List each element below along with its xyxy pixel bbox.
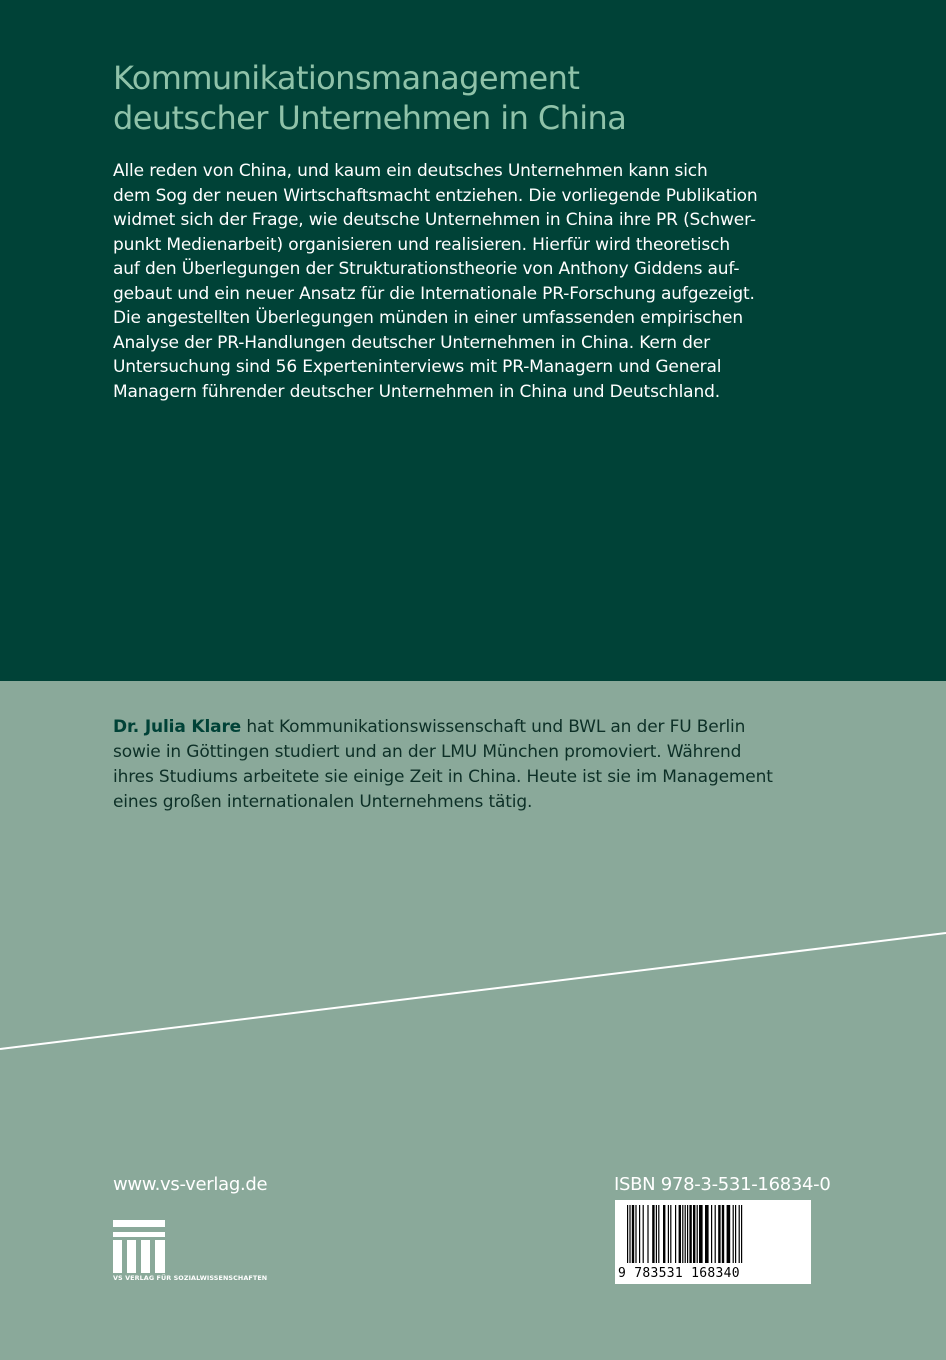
- barcode-bar: [687, 1205, 688, 1263]
- blurb-line: Untersuchung sind 56 Experteninterviews mit PR-Managern und General: [113, 357, 722, 377]
- barcode-bar: [632, 1205, 634, 1263]
- author-bio: [113, 715, 853, 815]
- barcode-bar: [670, 1205, 671, 1263]
- barcode-bar: [693, 1205, 695, 1263]
- barcode-bar: [679, 1205, 681, 1263]
- barcode-bar: [668, 1205, 669, 1263]
- barcode-bar: [635, 1205, 636, 1263]
- isbn-label: ISBN 978-3-531-16834-0: [614, 1174, 831, 1195]
- barcode-bar: [652, 1205, 654, 1263]
- barcode-bar: [735, 1205, 736, 1263]
- barcode-bar: [656, 1205, 657, 1263]
- barcode-bar: [733, 1205, 734, 1263]
- barcode-bar: [647, 1205, 648, 1263]
- barcode-bar: [699, 1205, 703, 1263]
- book-title-line: Kommunikationsmanagement: [113, 59, 580, 97]
- barcode-bar: [643, 1205, 644, 1263]
- isbn-barcode: [615, 1200, 811, 1284]
- blurb-line: punkt Medienarbeit) organisieren und realisieren. Hierfür wird theoretisch: [113, 234, 730, 255]
- author-name: Dr. Julia Klare: [113, 717, 242, 737]
- book-title-line: deutscher Unternehmen in China: [113, 99, 627, 137]
- barcode-bar: [722, 1205, 724, 1263]
- barcode-bar: [741, 1205, 742, 1263]
- barcode-bar: [627, 1205, 628, 1263]
- barcode-bar: [715, 1205, 716, 1263]
- blurb-line: auf den Überlegungen der Strukturationstheorie von Anthony Giddens auf-: [113, 259, 740, 279]
- author-bio-line: sowie in Göttingen studiert und an der LMU München promoviert. Während: [113, 742, 742, 762]
- barcode-bar: [629, 1205, 630, 1263]
- barcode-bar: [663, 1205, 665, 1263]
- barcode-bar: [727, 1205, 731, 1263]
- barcode-bar: [658, 1205, 659, 1263]
- publisher-website[interactable]: www.vs-verlag.de: [113, 1174, 268, 1195]
- blurb-line: widmet sich der Frage, wie deutsche Unternehmen in China ihre PR (Schwer-: [113, 210, 756, 230]
- blurb-line: Alle reden von China, und kaum ein deutsches Unternehmen kann sich: [113, 161, 708, 181]
- book-title: [113, 58, 893, 138]
- publisher-logo-caption: VS VERLAG FÜR SOZIALWISSENSCHAFTEN: [113, 1274, 268, 1282]
- blurb-line: dem Sog der neuen Wirtschaftsmacht entziehen. Die vorliegende Publikation: [113, 185, 758, 206]
- author-bio-line: ihres Studiums arbeitete sie einige Zeit in China. Heute ist sie im Management: [113, 767, 773, 787]
- barcode-bar: [639, 1205, 640, 1263]
- barcode-bar: [711, 1205, 712, 1263]
- barcode-digits: 9 783531 168340: [618, 1266, 740, 1281]
- author-bio-line: eines großen internationalen Unternehmens tätig.: [113, 792, 533, 812]
- barcode-bar: [697, 1205, 698, 1263]
- barcode-bar: [689, 1205, 691, 1263]
- barcode-bar: [718, 1205, 720, 1263]
- blurb-line: Analyse der PR-Handlungen deutscher Unternehmen in China. Kern der: [113, 332, 710, 353]
- barcode-bar: [685, 1205, 686, 1263]
- blurb-line: Die angestellten Überlegungen münden in einer umfassenden empirischen: [113, 308, 743, 328]
- author-bio-line: [113, 715, 853, 740]
- barcode-bar: [705, 1205, 709, 1263]
- book-blurb: [113, 159, 833, 404]
- barcode-bar: [739, 1205, 740, 1263]
- barcode-bar: [675, 1205, 676, 1263]
- blurb-line: gebaut und ein neuer Ansatz für die Internationale PR-Forschung aufgezeigt.: [113, 283, 755, 304]
- author-bio-first-line: hat Kommunikationswissenschaft und BWL an der FU Berlin: [241, 717, 746, 737]
- barcode-bar: [682, 1205, 683, 1263]
- blurb-line: Managern führender deutscher Unternehmen in China und Deutschland.: [113, 381, 720, 402]
